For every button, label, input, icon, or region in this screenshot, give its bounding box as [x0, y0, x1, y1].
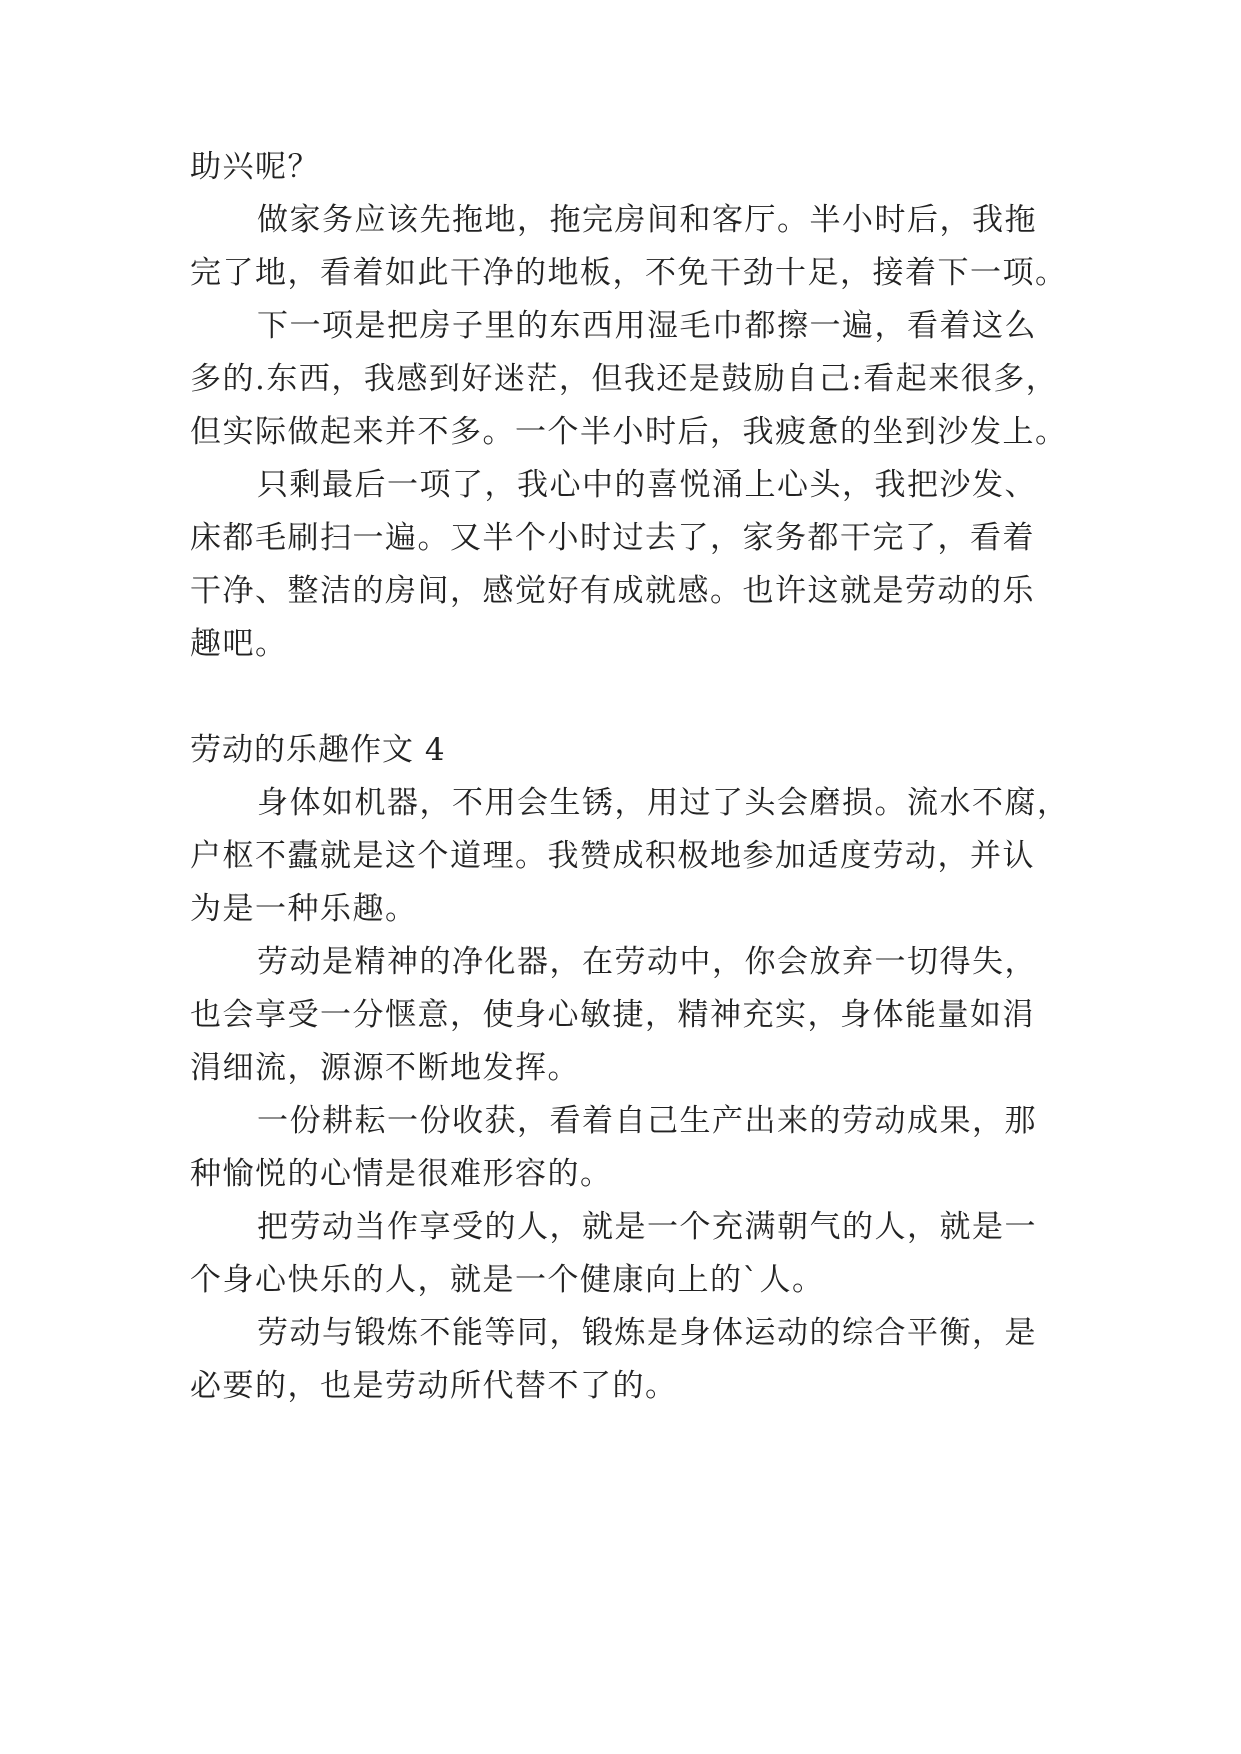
section-heading: 劳动的乐趣作文 4: [190, 732, 446, 768]
paragraph-first-line: 身体如机器，不用会生锈，用过了头会磨损。流水不腐，: [257, 785, 1070, 821]
paragraph-first-line: 劳动与锻炼不能等同，锻炼是身体运动的综合平衡，是: [257, 1315, 1037, 1351]
paragraph-first-line: 下一项是把房子里的东西用湿毛巾都擦一遍，看着这么: [257, 308, 1037, 344]
paragraph-first-line: 一份耕耘一份收获，看着自己生产出来的劳动成果，那: [257, 1103, 1037, 1139]
text-line: 干净、整洁的房间，感觉好有成就感。也许这就是劳动的乐: [190, 573, 1035, 609]
text-line: 助兴呢？: [190, 149, 320, 185]
text-line: 个身心快乐的人，就是一个健康向上的`人。: [190, 1262, 825, 1298]
paragraph-first-line: 做家务应该先拖地，拖完房间和客厅。半小时后，我拖: [257, 202, 1037, 238]
text-line: 床都毛刷扫一遍。又半个小时过去了，家务都干完了，看着: [190, 520, 1035, 556]
text-line: 也会享受一分惬意，使身心敏捷，精神充实，身体能量如涓: [190, 997, 1035, 1033]
text-line: 为是一种乐趣。: [190, 891, 418, 927]
text-line: 趣吧。: [190, 626, 288, 662]
text-line: 多的.东西，我感到好迷茫，但我还是鼓励自己:看起来很多，: [190, 361, 1059, 397]
text-line: 必要的，也是劳动所代替不了的。: [190, 1368, 678, 1404]
text-line: 完了地，看着如此干净的地板，不免干劲十足，接着下一项。: [190, 255, 1068, 291]
text-line: 户枢不蠹就是这个道理。我赞成积极地参加适度劳动，并认: [190, 838, 1035, 874]
paragraph-first-line: 只剩最后一项了，我心中的喜悦涌上心头，我把沙发、: [257, 467, 1037, 503]
text-line: 种愉悦的心情是很难形容的。: [190, 1156, 613, 1192]
text-line: 涓细流，源源不断地发挥。: [190, 1050, 580, 1086]
text-line: 但实际做起来并不多。一个半小时后，我疲惫的坐到沙发上。: [190, 414, 1068, 450]
paragraph-first-line: 劳动是精神的净化器，在劳动中，你会放弃一切得失，: [257, 944, 1037, 980]
paragraph-first-line: 把劳动当作享受的人，就是一个充满朝气的人，就是一: [257, 1209, 1037, 1245]
